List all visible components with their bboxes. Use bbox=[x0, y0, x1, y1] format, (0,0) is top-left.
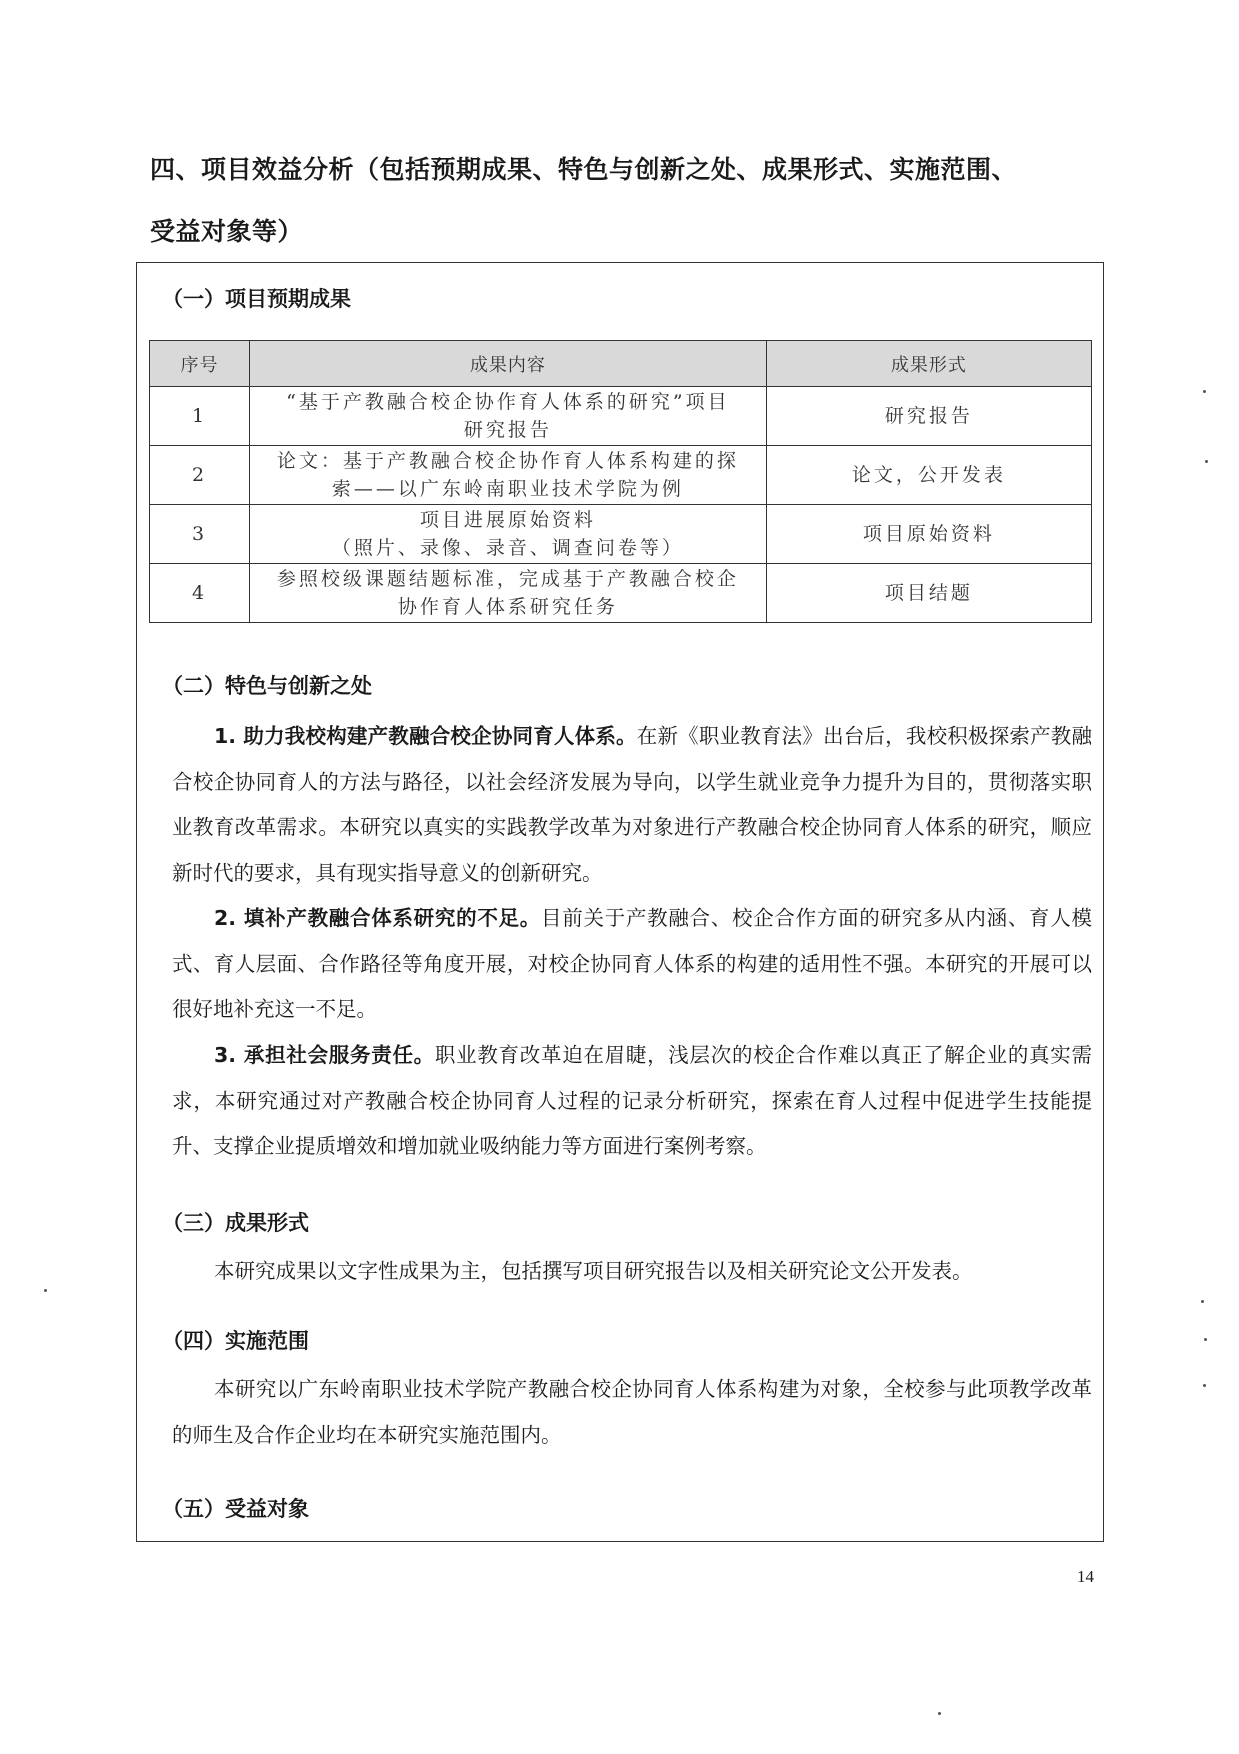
innovation-text-3: 职业教育改革迫在眉睫，浅层次的校企合作难以真正了解企业的真实需求，本研究通过对产教融合校企协同育人过程的记录分析研究，探索在育人过程中促进学生技能提升、支撑企业提质增效和增加就业吸纳能力等方面进行案例考察。 bbox=[172, 1043, 1092, 1158]
results-table bbox=[149, 340, 1092, 623]
table-header-form: 成果形式 bbox=[766, 341, 1091, 387]
row-form: 研究报告 bbox=[766, 387, 1091, 446]
row-content-line2: 研究报告 bbox=[463, 419, 552, 441]
row-form: 项目原始资料 bbox=[766, 505, 1091, 564]
scan-speck bbox=[1204, 1338, 1207, 1341]
row-content-line2: 协作育人体系研究任务 bbox=[397, 596, 618, 618]
scan-speck bbox=[938, 1712, 941, 1715]
table-row bbox=[150, 505, 1092, 564]
row-content-line1: 参照校级课题结题标准，完成基于产教融合校企 bbox=[276, 568, 739, 590]
scan-speck bbox=[1201, 1300, 1204, 1303]
row-no: 4 bbox=[150, 564, 250, 623]
scope-paragraph: 本研究以广东岭南职业技术学院产教融合校企协同育人体系构建为对象，全校参与此项教学改革的师生及合作企业均在本研究实施范围内。 bbox=[172, 1377, 1092, 1447]
innovation-lead-1: 1. 助力我校构建产教融合校企协同育人体系。 bbox=[214, 724, 637, 748]
scan-speck bbox=[1205, 460, 1208, 463]
subsection-title-beneficiaries: （五）受益对象 bbox=[162, 1497, 309, 1521]
row-no: 3 bbox=[150, 505, 250, 564]
innovation-text-2: 目前关于产教融合、校企合作方面的研究多从内涵、育人模式、育人层面、合作路径等角度开展，对校企协同育人体系的构建的适用性不强。本研究的开展可以很好地补充这一不足。 bbox=[172, 906, 1092, 1021]
row-content-line1: 项目进展原始资料 bbox=[419, 509, 596, 531]
row-form: 项目结题 bbox=[766, 564, 1091, 623]
row-content bbox=[250, 446, 767, 505]
scan-speck bbox=[1203, 390, 1206, 393]
subsection-title-innovation: （二）特色与创新之处 bbox=[162, 674, 372, 698]
row-content bbox=[250, 387, 767, 446]
row-content-line2: 索——以广东岭南职业技术学院为例 bbox=[331, 478, 684, 500]
table-row bbox=[150, 564, 1092, 623]
table-row bbox=[150, 446, 1092, 505]
innovation-paragraph-1 bbox=[172, 714, 1092, 896]
section-heading-line1: 四、项目效益分析（包括预期成果、特色与创新之处、成果形式、实施范围、 bbox=[150, 155, 1018, 184]
row-content-line1: “基于产教融合校企协作育人体系的研究”项目 bbox=[286, 391, 730, 413]
innovation-text-1: 在新《职业教育法》出台后，我校积极探索产教融合校企协同育人的方法与路径，以社会经济发展为导向，以学生就业竞争力提升为目的，贯彻落实职业教育改革需求。本研究以真实的实践教学改革为对象进行产教融合校企协同育人体系的研究，顺应新时代的要求，具有现实指导意义的创新研究。 bbox=[172, 724, 1093, 885]
row-content bbox=[250, 564, 767, 623]
table-header-row bbox=[150, 341, 1092, 387]
row-form: 论文，公开发表 bbox=[766, 446, 1091, 505]
table-header-content: 成果内容 bbox=[250, 341, 767, 387]
row-content bbox=[250, 505, 767, 564]
subsection-title-scope: （四）实施范围 bbox=[162, 1329, 309, 1353]
table-header-no: 序号 bbox=[150, 341, 250, 387]
row-no: 1 bbox=[150, 387, 250, 446]
table-row bbox=[150, 387, 1092, 446]
section-heading-line2: 受益对象等） bbox=[150, 217, 304, 246]
page-number: 14 bbox=[1077, 1567, 1094, 1586]
scan-speck bbox=[44, 1289, 47, 1292]
subsection-title-expected-results: （一）项目预期成果 bbox=[162, 287, 351, 311]
row-content-line1: 论文：基于产教融合校企协作育人体系构建的探 bbox=[276, 450, 739, 472]
scan-speck bbox=[1203, 1384, 1206, 1387]
subsection-title-result-form: （三）成果形式 bbox=[162, 1211, 309, 1235]
result-form-paragraph: 本研究成果以文字性成果为主，包括撰写项目研究报告以及相关研究论文公开发表。 bbox=[214, 1259, 973, 1283]
innovation-lead-3: 3. 承担社会服务责任。 bbox=[214, 1043, 435, 1067]
innovation-lead-2: 2. 填补产教融合体系研究的不足。 bbox=[214, 906, 541, 930]
row-content-line2: （照片、录像、录音、调查问卷等） bbox=[331, 537, 684, 559]
innovation-paragraph-2 bbox=[172, 896, 1092, 1033]
row-no: 2 bbox=[150, 446, 250, 505]
innovation-paragraph-3 bbox=[172, 1033, 1092, 1170]
